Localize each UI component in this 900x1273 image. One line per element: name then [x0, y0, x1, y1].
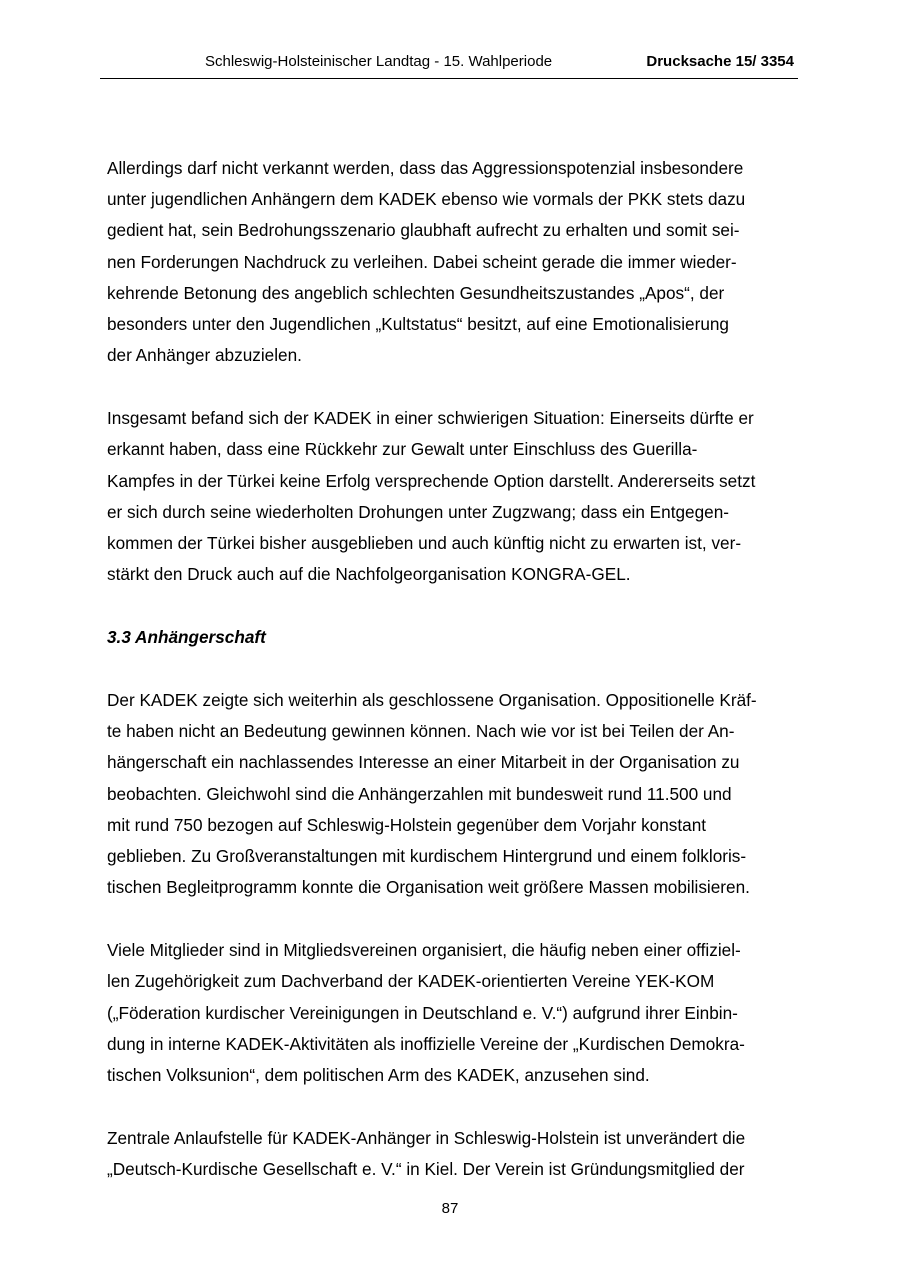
page-header [100, 52, 798, 79]
text-line: len Zugehörigkeit zum Dachverband der KADEK-orientierten Vereine YEK-KOM [107, 971, 715, 991]
text-line: Der KADEK zeigte sich weiterhin als geschlossene Organisation. Oppositionelle Kräf- [107, 690, 757, 710]
text-line: te haben nicht an Bedeutung gewinnen können. Nach wie vor ist bei Teilen der An- [107, 721, 735, 741]
text-line: („Föderation kurdischer Vereinigungen in Deutschland e. V.“) aufgrund ihrer Einbin- [107, 1003, 738, 1023]
header-document-number: Drucksache 15/ 3354 [646, 53, 794, 70]
text-line: gedient hat, sein Bedrohungsszenario glaubhaft aufrecht zu erhalten und somit sei- [107, 220, 740, 240]
text-line: kommen der Türkei bisher ausgeblieben und auch künftig nicht zu erwarten ist, ver- [107, 533, 742, 553]
text-line: Zentrale Anlaufstelle für KADEK-Anhänger in Schleswig-Holstein ist unverändert die [107, 1128, 746, 1148]
text-line: Insgesamt befand sich der KADEK in einer schwierigen Situation: Einerseits dürfte er [107, 408, 754, 428]
text-line: beobachten. Gleichwohl sind die Anhängerzahlen mit bundesweit rund 11.500 und [107, 784, 732, 804]
text-line: unter jugendlichen Anhängern dem KADEK ebenso wie vormals der PKK stets dazu [107, 189, 746, 209]
text-line: hängerschaft ein nachlassendes Interesse an einer Mitarbeit in der Organisation zu [107, 752, 740, 772]
header-title: Schleswig-Holsteinischer Landtag - 15. Wahlperiode [205, 53, 553, 70]
text-line: mit rund 750 bezogen auf Schleswig-Holstein gegenüber dem Vorjahr konstant [107, 815, 707, 835]
text-line: tischen Volksunion“, dem politischen Arm des KADEK, anzusehen sind. [107, 1065, 650, 1085]
text-line: Kampfes in der Türkei keine Erfolg versprechende Option darstellt. Andererseits setzt [107, 471, 756, 491]
text-line: erkannt haben, dass eine Rückkehr zur Gewalt unter Einschluss des Guerilla- [107, 439, 698, 459]
text-line: Allerdings darf nicht verkannt werden, dass das Aggressionspotenzial insbesondere [107, 158, 744, 178]
text-line: er sich durch seine wiederholten Drohungen unter Zugzwang; dass ein Entgegen- [107, 502, 729, 522]
section-heading: 3.3 Anhängerschaft [107, 627, 266, 647]
text-line: stärkt den Druck auch auf die Nachfolgeorganisation KONGRA-GEL. [107, 564, 631, 584]
page-number: 87 [441, 1200, 459, 1217]
text-line: der Anhänger abzuzielen. [107, 345, 302, 365]
text-line: nen Forderungen Nachdruck zu verleihen. Dabei scheint gerade die immer wieder- [107, 252, 737, 272]
text-line: dung in interne KADEK-Aktivitäten als inoffizielle Vereine der „Kurdischen Demokra- [107, 1034, 745, 1054]
text-line: „Deutsch-Kurdische Gesellschaft e. V.“ in Kiel. Der Verein ist Gründungsmitglied der [107, 1159, 745, 1179]
text-line: kehrende Betonung des angeblich schlechten Gesundheitszustandes „Apos“, der [107, 283, 725, 303]
text-line: tischen Begleitprogramm konnte die Organisation weit größere Massen mobilisieren. [107, 877, 750, 897]
text-line: geblieben. Zu Großveranstaltungen mit kurdischem Hintergrund und einem folkloris- [107, 846, 747, 866]
text-line: besonders unter den Jugendlichen „Kultstatus“ besitzt, auf eine Emotionalisierung [107, 314, 729, 334]
text-line: Viele Mitglieder sind in Mitgliedsvereinen organisiert, die häufig neben einer offiziel- [107, 940, 741, 960]
